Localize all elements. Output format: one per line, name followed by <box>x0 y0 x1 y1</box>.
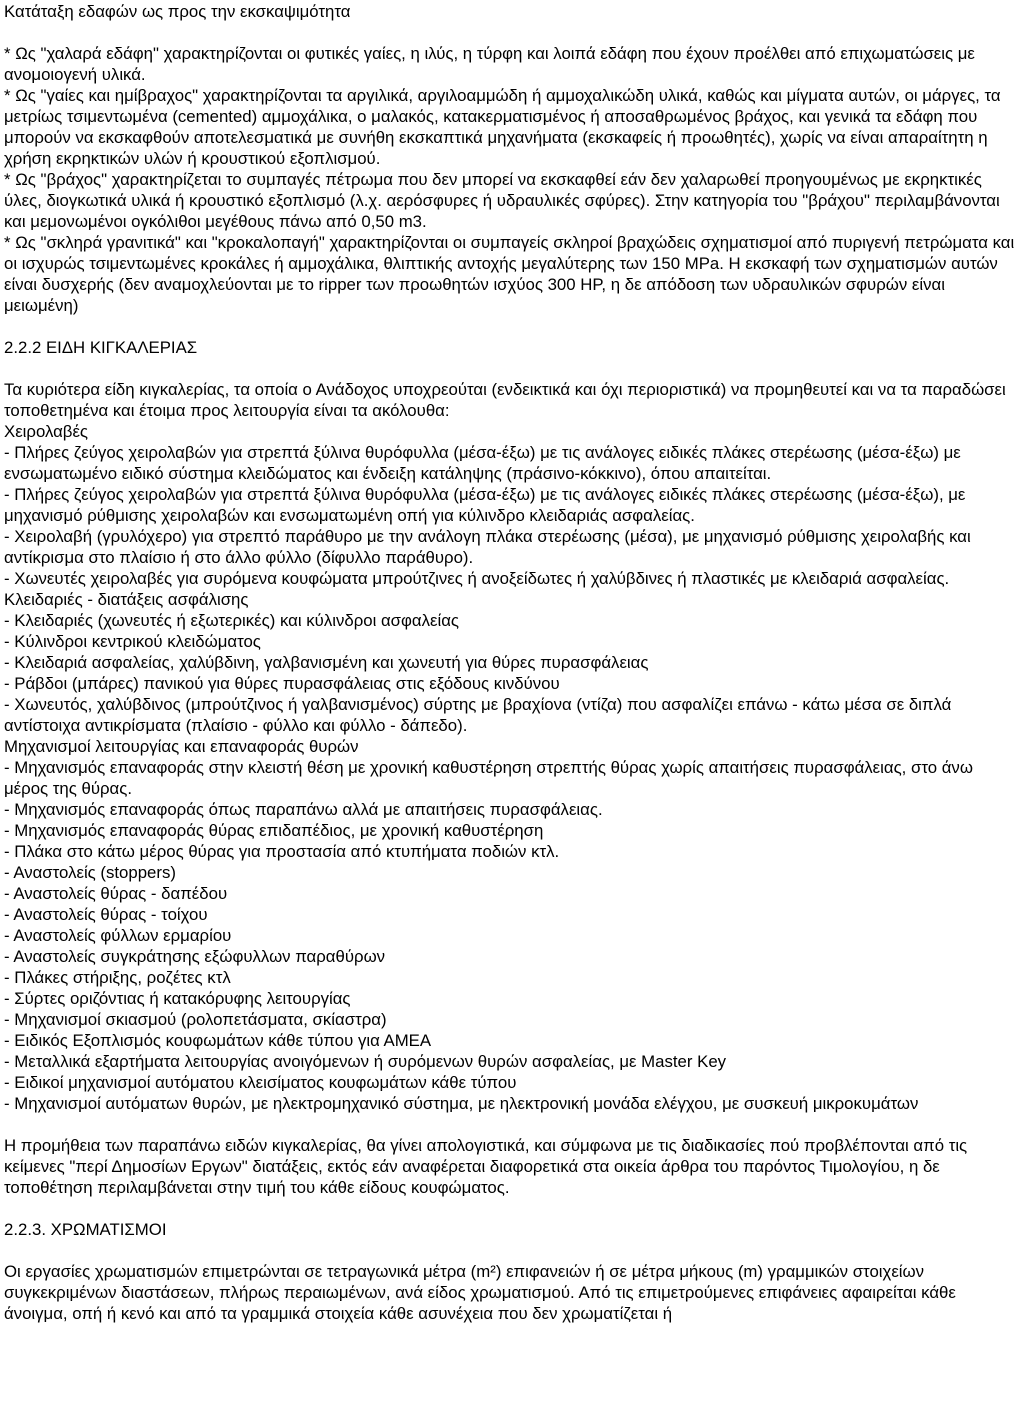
spacer <box>4 316 1020 337</box>
hardware-line: Χειρολαβές <box>4 422 89 441</box>
hardware-line: - Χειρολαβή (γρυλόχερο) για στρεπτό παράθυρο με την ανάλογη πλάκα στερέωσης (μέσα), με μηχανισμό ρύθμισης χειρολαβής και αντίκρισμα στο πλαίσιο ή στο άλλο φύλλο (δίφυλλο παράθυρο). <box>4 527 971 567</box>
hardware-line: Μηχανισμοί λειτουργίας και επαναφοράς θυρών <box>4 737 359 756</box>
spacer <box>4 22 1020 43</box>
spacer <box>4 1114 1020 1135</box>
hardware-line: - Πλήρες ζεύγος χειρολαβών για στρεπτά ξύλινα θυρόφυλλα (μέσα-έξω) με τις ανάλογες ειδικές πλάκες στερέωσης (μέσα-έξω) με ενσωματωμένο ειδικό σύστημα κλειδώματος και ένδειξη κατάληψης (πράσινο-κόκκινο), όπου απαιτείται. <box>4 443 961 483</box>
hardware-line: - Κύλινδροι κεντρικού κλειδώματος <box>4 632 261 651</box>
hardware-line: - Κλειδαριές (χωνευτές ή εξωτερικές) και κύλινδροι ασφαλείας <box>4 611 459 630</box>
document-page <box>4 1 1020 1324</box>
paint-paragraph: Οι εργασίες χρωματισμών επιμετρώνται σε τετραγωνικά μέτρα (m²) επιφανειών ή σε μέτρα μήκους (m) γραμμικών στοιχείων συγκεκριμένων διαστάσεων, πλήρως περαιωμένων, ανά είδος χρωματισμού. Από τις επιμετρούμενες επιφάνειες αφαιρείται κάθε άνοιγμα, οπή ή κενό και από τα γραμμικά στοιχεία κάθε ασυνέχεια που δεν χρωματίζεται ή <box>4 1262 956 1323</box>
soil-classification-title: Κατάταξη εδαφών ως προς την εκσκαψιμότητα <box>4 2 351 21</box>
hardware-line: - Αναστολείς φύλλων ερμαρίου <box>4 926 232 945</box>
hardware-line: - Ειδικός Εξοπλισμός κουφωμάτων κάθε τύπου για ΑΜΕΑ <box>4 1031 432 1050</box>
hardware-line: - Μεταλλικά εξαρτήματα λειτουργίας ανοιγόμενων ή συρόμενων θυρών ασφαλείας, με Master Key <box>4 1052 727 1071</box>
soil-paragraph-hard-granite: * Ως "σκληρά γρανιτικά" και "κροκαλοπαγή" χαρακτηρίζονται οι συμπαγείς σκληροί βραχώδεις σχηματισμοί από πυριγενή πετρώματα και οι ισχυρώς τσιμεντωμένες κροκάλες ή αμμοχάλικα, θλιπτικής αντοχής μεγαλύτερης των 150 MPa. Η εκσκαφή των σχηματισμών αυτών είναι δυσχερής (δεν αναμοχλεύονται με το ripper των προωθητών ισχύος 300 HP, η δε απόδοση των υδραυλικών σφυρών είναι μειωμένη) <box>4 233 1015 315</box>
paint-section-heading: 2.2.3. ΧΡΩΜΑΤΙΣΜΟΙ <box>4 1220 167 1239</box>
hardware-line: - Αναστολείς θύρας - δαπέδου <box>4 884 228 903</box>
hardware-line: - Μηχανισμοί αυτόματων θυρών, με ηλεκτρομηχανικό σύστημα, με ηλεκτρονική μονάδα ελέγχου, με συσκευή μικροκυμάτων <box>4 1094 919 1113</box>
hardware-line: Κλειδαριές - διατάξεις ασφάλισης <box>4 590 249 609</box>
spacer <box>4 1198 1020 1219</box>
hardware-section-heading: 2.2.2 ΕΙΔΗ ΚΙΓΚΑΛΕΡΙΑΣ <box>4 338 198 357</box>
hardware-line: - Αναστολείς θύρας - τοίχου <box>4 905 208 924</box>
hardware-line: - Χωνευτές χειρολαβές για συρόμενα κουφώματα μπρούτζινες ή ανοξείδωτες ή χαλύβδινες ή πλαστικές με κλειδαριά ασφαλείας. <box>4 569 950 588</box>
hardware-line: - Πλάκες στήριξης, ροζέτες κτλ <box>4 968 231 987</box>
hardware-line: - Μηχανισμός επαναφοράς στην κλειστή θέση με χρονική καθυστέρηση στρεπτής θύρας χωρίς απαιτήσεις πυρασφάλειας, στο άνω μέρος της θύρας. <box>4 758 973 798</box>
hardware-line: - Μηχανισμός επαναφοράς όπως παραπάνω αλλά με απαιτήσεις πυρασφάλειας. <box>4 800 603 819</box>
spacer <box>4 1240 1020 1261</box>
hardware-line: - Σύρτες οριζόντιας ή κατακόρυφης λειτουργίας <box>4 989 351 1008</box>
hardware-intro: Τα κυριότερα είδη κιγκαλερίας, τα οποία ο Ανάδοχος υποχρεούται (ενδεικτικά και όχι περιοριστικά) να προμηθευτεί και να τα παραδώσει τοποθετημένα και έτοιμα προς λειτουργία είναι τα ακόλουθα: <box>4 380 1006 420</box>
hardware-line: - Κλειδαριά ασφαλείας, χαλύβδινη, γαλβανισμένη και χωνευτή για θύρες πυρασφάλειας <box>4 653 649 672</box>
hardware-line: - Αναστολείς (stoppers) <box>4 863 176 882</box>
hardware-line: - Πλήρες ζεύγος χειρολαβών για στρεπτά ξύλινα θυρόφυλλα (μέσα-έξω) με τις ανάλογες ειδικές πλάκες στερέωσης (μέσα-έξω), με μηχανισμό ρύθμισης χειρολαβών και ενσωματωμένη οπή για κύλινδρο κλειδαριάς ασφαλείας. <box>4 485 966 525</box>
spacer <box>4 358 1020 379</box>
hardware-line: - Χωνευτός, χαλύβδινος (μπρούτζινος ή γαλβανισμένος) σύρτης με βραχίονα (ντίζα) που ασφαλίζει επάνω - κάτω μέσα σε διπλά αντίστοιχα αντικρίσματα (πλαίσιο - φύλλο και φύλλο - δάπεδο). <box>4 695 952 735</box>
soil-paragraph-earth-semirock: * Ως "γαίες και ημίβραχος" χαρακτηρίζονται τα αργιλικά, αργιλοαμμώδη ή αμμοχαλικώδη υλικά, καθώς και μίγματα αυτών, οι μάργες, τα μετρίως τσιμεντωμένα (cemented) αμμοχάλικα, ο μαλακός, κατακερματισμένος ή αποσαθρωμένος βράχος, και γενικά τα εδάφη που μπορούν να εκσκαφθούν αποτελεσματικά με συνήθη εκσκαπτικά μηχανήματα (εκσκαφείς ή προωθητές), χωρίς να είναι απαραίτητη η χρήση εκρηκτικών υλών ή κρουστικού εξοπλισμού. <box>4 86 1001 168</box>
hardware-line: - Πλάκα στο κάτω μέρος θύρας για προστασία από κτυπήματα ποδιών κτλ. <box>4 842 560 861</box>
hardware-line: - Μηχανισμός επαναφοράς θύρας επιδαπέδιος, με χρονική καθυστέρηση <box>4 821 544 840</box>
hardware-line: - Ειδικοί μηχανισμοί αυτόματου κλεισίματος κουφωμάτων κάθε τύπου <box>4 1073 517 1092</box>
hardware-line: - Ράβδοι (μπάρες) πανικού για θύρες πυρασφάλειας στις εξόδους κινδύνου <box>4 674 560 693</box>
hardware-line: - Μηχανισμοί σκιασμού (ρολοπετάσματα, σκίαστρα) <box>4 1010 387 1029</box>
hardware-line: - Αναστολείς συγκράτησης εξώφυλλων παραθύρων <box>4 947 386 966</box>
soil-paragraph-loose: * Ως "χαλαρά εδάφη" χαρακτηρίζονται οι φυτικές γαίες, η ιλύς, η τύρφη και λοιπά εδάφη που έχουν προέλθει από επιχωματώσεις με ανομοιογενή υλικά. <box>4 44 975 84</box>
soil-paragraph-rock: * Ως "βράχος" χαρακτηρίζεται το συμπαγές πέτρωμα που δεν μπορεί να εκσκαφθεί εάν δεν χαλαρωθεί προηγουμένως με εκρηκτικές ύλες, διογκωτικά υλικά ή κρουστικό εξοπλισμό (λ.χ. αερόσφυρες ή υδραυλικές σφύρες). Στην κατηγορία του "βράχου" περιλαμβάνονται και μεμονωμένοι ογκόλιθοι μεγέθους πάνω από 0,50 m3. <box>4 170 1000 231</box>
hardware-closing-paragraph: Η προμήθεια των παραπάνω ειδών κιγκαλερίας, θα γίνει απολογιστικά, και σύμφωνα με τις διαδικασίες πού προβλέπονται από τις κείμενες "περί Δημοσίων Εργων" διατάξεις, εκτός εάν αναφέρεται διαφορετικά στα οικεία άρθρα του παρόντος Τιμολογίου, η δε τοποθέτηση περιλαμβάνεται στην τιμή του κάθε είδους κουφώματος. <box>4 1136 968 1197</box>
